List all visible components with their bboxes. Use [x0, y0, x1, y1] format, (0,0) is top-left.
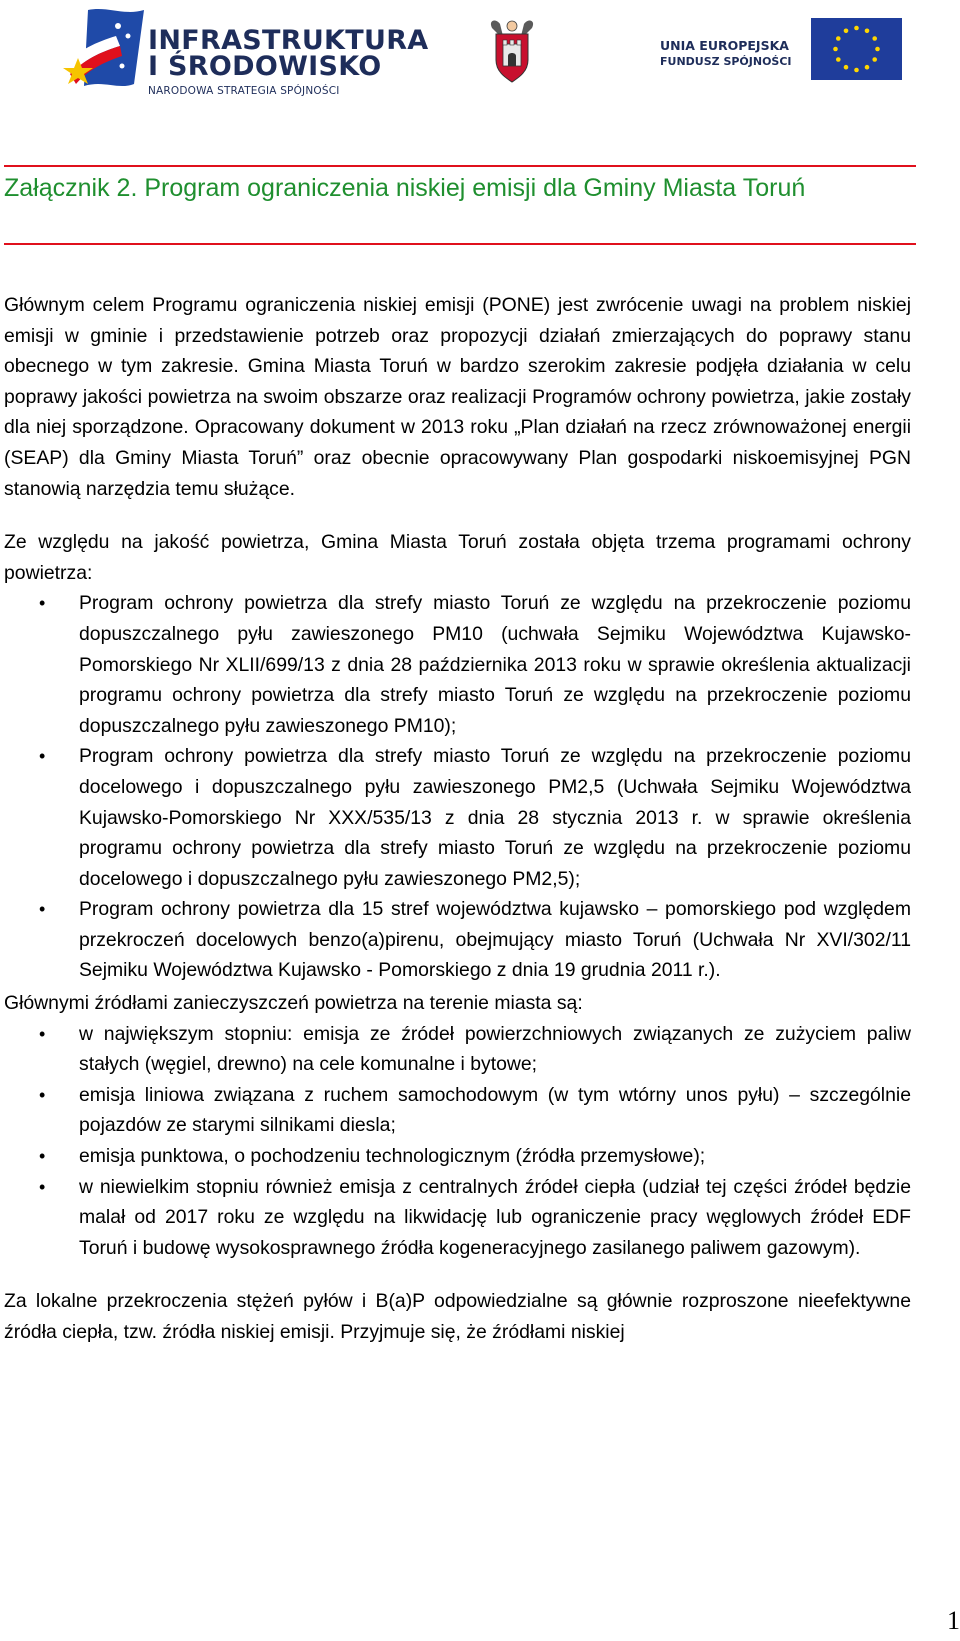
flag-emblem-icon: [60, 6, 146, 101]
eu-logo-line-1: UNIA EUROPEJSKA: [660, 38, 789, 53]
programs-list: [4, 588, 911, 986]
bullet-icon: •: [39, 593, 46, 614]
program-text: Program ochrony powietrza dla 15 stref województwa kujawsko – pomorskiego pod względem przekroczeń docelowych benzo(a)pirenu, obejmujący miasto Toruń (Uchwała Nr XVI/302/11 Sejmiku Województwa Kujawsko - Pomorskiego z dnia 19 grudnia 2011 r.).: [79, 898, 911, 982]
source-text: w największym stopniu: emisja ze źródeł powierzchniowych związanych ze zużyciem paliw stałych (węgiel, drewno) na cele komunalne i bytowe;: [79, 1022, 911, 1076]
bullet-icon: •: [39, 1176, 46, 1197]
program-text: Program ochrony powietrza dla strefy miasto Toruń ze względu na przekroczenie poziomu docelowego i dopuszczalnego pyłu zawieszonego PM2,5 (Uchwała Sejmiku Województwa Kujawsko-Pomorskiego Nr XXX/535/13 z dnia 28 stycznia 2013 r. w sprawie określenia programu ochrony powietrza dla strefy miasto Toruń ze względu na przekroczenie poziomu docelowego i dopuszczalnego pyłu zawieszonego PM2,5);: [79, 745, 911, 890]
page-number: 1: [947, 1606, 960, 1635]
list-item: [4, 588, 911, 741]
title-bottom-rule: [4, 243, 916, 245]
source-text: emisja liniowa związana z ruchem samochodowym (w tym wtórny unos pyłu) – szczególnie pojazdów ze starymi silnikami diesla;: [79, 1083, 911, 1137]
title-top-rule: [4, 165, 916, 167]
list-item: [4, 894, 911, 986]
torun-coat-of-arms-icon: [488, 18, 536, 84]
list-item: [4, 1080, 911, 1141]
bullet-icon: •: [39, 899, 46, 920]
logo-line-1: INFRASTRUKTURA: [148, 25, 429, 56]
list-item: [4, 741, 911, 894]
list-item: [4, 1019, 911, 1080]
intro-paragraph: Głównym celem Programu ograniczenia niskiej emisji (PONE) jest zwrócenie uwagi na problem niskiej emisji w gminie i przedstawienie potrzeb oraz propozycji działań zmierzających do poprawy stanu obecnego w tym zakresie. Gmina Miasta Toruń w bardzo szerokim zakresie podjęła działania w celu poprawy jakości powietrza na swoim obszarze oraz realizacji Programów ochrony powietrza, jakie zostały dla niej sporządzone. Opracowany dokument w 2013 roku „Plan działań na rzecz zrównoważonej energii (SEAP) dla Gminy Miasta Toruń” oraz obecnie opracowywany Plan gospodarki niskoemisyjnej PGN stanowią narzędzia temu służące.: [4, 294, 911, 500]
program-text: Program ochrony powietrza dla strefy miasto Toruń ze względu na przekroczenie poziomu dopuszczalnego pyłu zawieszonego PM10 (uchwała Sejmiku Województwa Kujawsko-Pomorskiego Nr XLII/699/13 z dnia 28 października 2013 roku w sprawie określenia aktualizacji programu ochrony powietrza dla strefy miasto Toruń ze względu na przekroczenie poziomu dopuszczalnego pyłu zawieszonego PM10);: [79, 592, 911, 737]
bullet-icon: •: [39, 746, 46, 767]
list-item: [4, 1141, 911, 1172]
sources-list: [4, 1019, 911, 1264]
logo-infrastruktura-srodowisko: [60, 6, 429, 101]
logo-line-3: NARODOWA STRATEGIA SPÓJNOŚCI: [148, 85, 340, 97]
programs-intro: Ze względu na jakość powietrza, Gmina Miasta Toruń została objęta trzema programami ochrony powietrza:: [4, 531, 911, 584]
source-text: w niewielkim stopniu również emisja z centralnych źródeł ciepła (udział tej części źródeł będzie malał od 2017 roku ze względu na likwidację lub ograniczenie pracy węglowych źródeł EDF Toruń i budowę wysokosprawnego źródła kogeneracyjnego zasilanego paliwem gazowym).: [79, 1175, 911, 1259]
sources-intro: Głównymi źródłami zanieczyszczeń powietrza na terenie miasta są:: [4, 992, 583, 1015]
header-logos: [0, 0, 960, 110]
eu-logo-line-2: FUNDUSZ SPÓJNOŚCI: [660, 55, 792, 68]
list-item: [4, 1172, 911, 1264]
logo-unia-europejska: [660, 18, 900, 84]
bullet-icon: •: [39, 1023, 46, 1044]
page-title: Załącznik 2. Program ograniczenia niskiej emisji dla Gminy Miasta Toruń: [4, 174, 806, 202]
eu-flag-icon: [811, 18, 902, 80]
bullet-icon: •: [39, 1084, 46, 1105]
bullet-icon: •: [39, 1146, 46, 1167]
source-text: emisja punktowa, o pochodzeniu technologicznym (źródła przemysłowe);: [79, 1145, 706, 1168]
logo-line-2: I ŚRODOWISKO: [148, 51, 382, 82]
document-body: [4, 290, 911, 1348]
closing-paragraph: Za lokalne przekroczenia stężeń pyłów i B(a)P odpowiedzialne są głównie rozproszone nieefektywne źródła ciepła, tzw. źródła niskiej emisji. Przyjmuje się, że źródłami niskiej: [4, 1290, 911, 1343]
